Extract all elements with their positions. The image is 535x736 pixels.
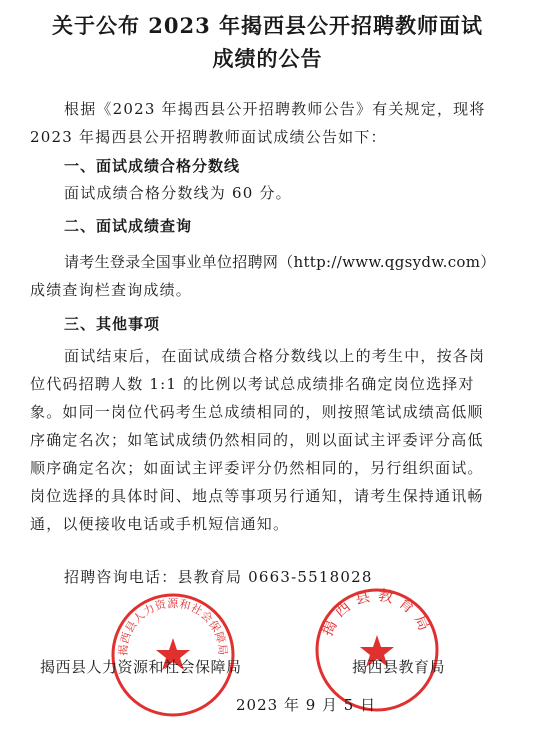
notice-date: 2023 年 9 月 5 日: [236, 696, 377, 714]
signature-education-bureau: 揭西县教育局: [352, 658, 446, 676]
section-1-line-1: 面试成绩合格分数线为 60 分。: [64, 184, 292, 202]
section-3-line-6: 岗位选择的具体时间、地点等事项另行通知，请考生保持通讯畅: [30, 487, 484, 505]
section-3-line-7: 通，以便接收电话或手机短信通知。: [30, 515, 290, 533]
section-3-line-3: 象。如同一岗位代码考生总成绩相同的，则按照笔试成绩高低顺: [30, 403, 484, 421]
section-3-heading: 三、其他事项: [64, 315, 161, 333]
section-2-heading: 二、面试成绩查询: [64, 217, 193, 235]
seal-left-arc-text: 揭西县人力资源和社会保障局: [116, 597, 230, 657]
section-3-line-2: 位代码招聘人数 1:1 的比例以考试总成绩排名确定岗位选择对: [30, 375, 475, 393]
seal-right-arc-text: 揭西县教育局: [318, 585, 436, 639]
signature-hr-bureau: 揭西县人力资源和社会保障局: [40, 658, 242, 676]
section-3-line-5: 顺序确定名次；如面试主评委评分仍然相同的，另行组织面试。: [30, 459, 484, 477]
intro-line-1: 根据《2023 年揭西县公开招聘教师公告》有关规定，现将: [64, 100, 486, 118]
section-3-line-1: 面试结束后，在面试成绩合格分数线以上的考生中，按各岗: [64, 347, 486, 365]
intro-line-2: 2023 年揭西县公开招聘教师面试成绩公告如下：: [30, 128, 387, 146]
section-3-line-4: 序确定名次；如笔试成绩仍然相同的，则以面试主评委评分高低: [30, 431, 484, 449]
section-1-heading: 一、面试成绩合格分数线: [64, 157, 241, 175]
contact-line: 招聘咨询电话：县教育局 0663-5518028: [64, 568, 373, 586]
section-2-line-1: 请考生登录全国事业单位招聘网（http://www.qgsydw.com）: [64, 253, 496, 271]
section-2-line-2: 成绩查询栏查询成绩。: [30, 281, 193, 299]
page-title-line-1: 关于公布 2023 年揭西县公开招聘教师面试: [51, 13, 484, 38]
page-title-line-2: 成绩的公告: [212, 46, 323, 71]
hr-bureau-seal: [108, 590, 238, 720]
